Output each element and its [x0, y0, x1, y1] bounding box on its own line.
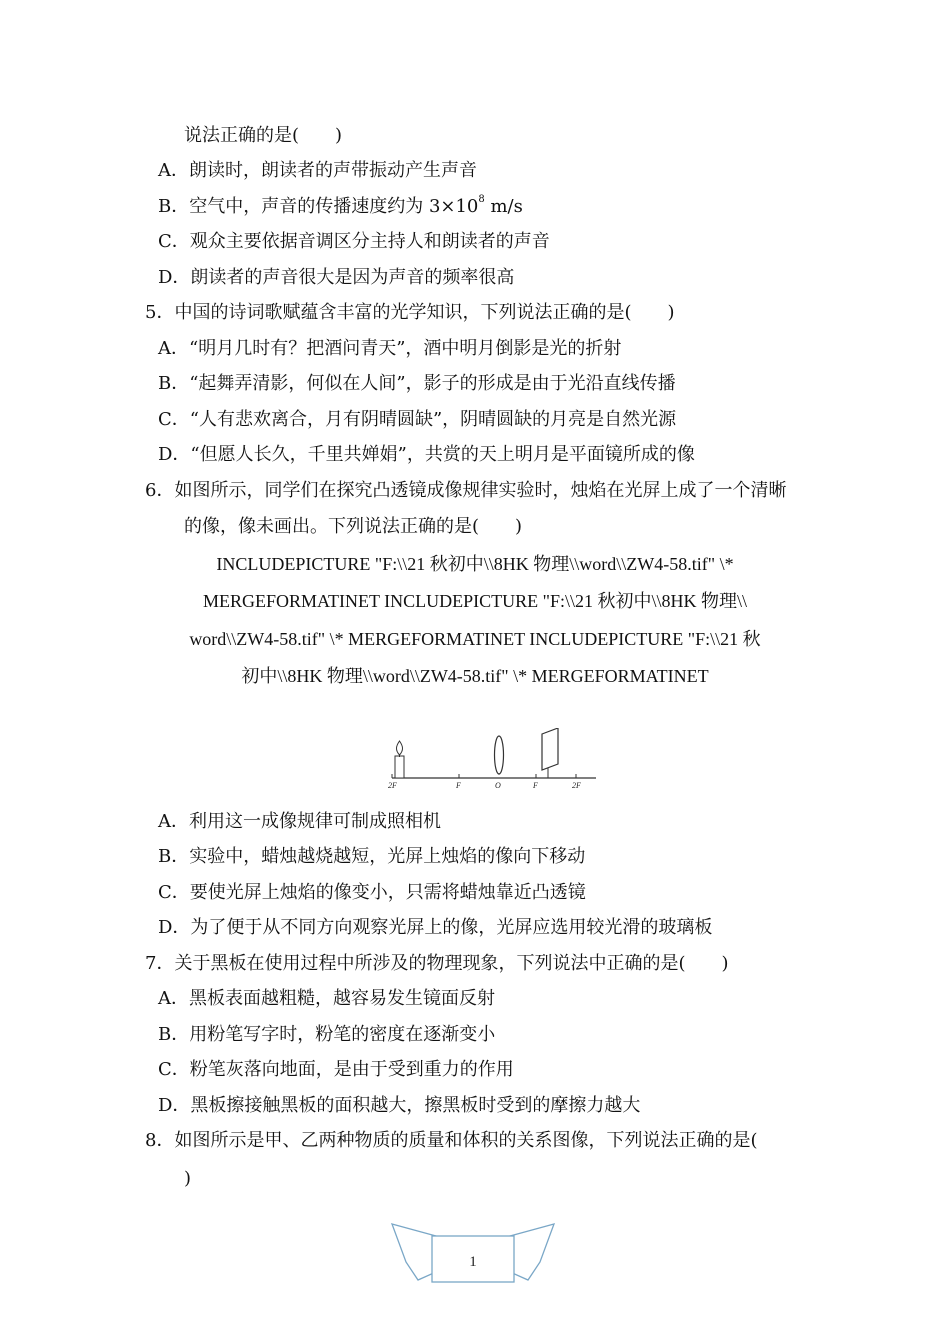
q6-stem-line2: 的像，像未画出。下列说法正确的是( ): [184, 516, 523, 537]
q6-option-b: B．实验中，蜡烛越烧越短，光屏上烛焰的像向下移动: [158, 846, 586, 867]
label-f-right: F: [533, 781, 538, 790]
q8-stem-line2: ): [184, 1168, 192, 1189]
q6-stem-line1: 6．如图所示，同学们在探究凸透镜成像规律实验时，烛焰在光屏上成了一个清晰: [145, 480, 787, 501]
label-o: O: [495, 781, 501, 790]
q5-option-a: A．“明月几时有？把酒问青天”，酒中明月倒影是光的折射: [158, 338, 622, 359]
q6-field-code-4: 初中\\8HK 物理\\word\\ZW4-58.tif" \* MERGEFORMATINET: [241, 666, 709, 686]
q5-stem: 5．中国的诗词歌赋蕴含丰富的光学知识，下列说法正确的是( ): [145, 302, 675, 323]
page-number-ribbon: [390, 1222, 556, 1286]
q5-option-d: D．“但愿人长久，千里共婵娟”，共赏的天上明月是平面镜所成的像: [158, 444, 695, 465]
light-screen-icon: [542, 728, 558, 778]
q7-option-c: C．粉笔灰落向地面，是由于受到重力的作用: [158, 1059, 514, 1080]
q4-option-b: [158, 195, 523, 219]
q6-option-d: D．为了便于从不同方向观察光屏上的像，光屏应选用较光滑的玻璃板: [158, 917, 713, 938]
ribbon-right-tail: [510, 1224, 554, 1280]
q6-option-c: C．要使光屏上烛焰的像变小，只需将蜡烛靠近凸透镜: [158, 882, 586, 903]
q7-option-a: A．黑板表面越粗糙，越容易发生镜面反射: [158, 988, 495, 1009]
label-f-left: F: [456, 781, 461, 790]
q6-field-code-2: MERGEFORMATINET INCLUDEPICTURE "F:\\21 秋初中\\8HK 物理\\: [202, 591, 748, 611]
q4-option-a: A．朗读时，朗读者的声带振动产生声音: [158, 160, 477, 181]
q4-stem-tail: 说法正确的是( ): [184, 125, 343, 146]
q4-option-b-text: B．空气中，声音的传播速度约为 3×10: [158, 196, 479, 217]
q4-option-b-unit: m/s: [484, 196, 523, 217]
q6-field-code-1: INCLUDEPICTURE "F:\\21 秋初中\\8HK 物理\\word\\ZW4-58.tif" \*: [216, 554, 734, 574]
q5-option-b: B．“起舞弄清影，何似在人间”，影子的形成是由于光沿直线传播: [158, 373, 676, 394]
q7-stem: 7．关于黑板在使用过程中所涉及的物理现象，下列说法中正确的是( ): [145, 953, 729, 974]
q8-stem-line1: 8．如图所示是甲、乙两种物质的质量和体积的关系图像，下列说法正确的是(: [145, 1130, 758, 1151]
candle-icon: [395, 741, 404, 778]
q5-option-c: C．“人有悲欢离合，月有阴晴圆缺”，阴晴圆缺的月亮是自然光源: [158, 409, 677, 430]
ribbon-left-tail: [392, 1224, 436, 1280]
page-number: 1: [469, 1254, 477, 1270]
convex-lens-icon: [495, 736, 504, 774]
q6-option-a: A．利用这一成像规律可制成照相机: [158, 811, 441, 832]
q4-option-b-exponent: 8: [478, 194, 485, 205]
label-2f-right: 2F: [572, 781, 581, 790]
q6-field-code-3: word\\ZW4-58.tif" \* MERGEFORMATINET INCLUDEPICTURE "F:\\21 秋: [189, 629, 761, 649]
lens-experiment-diagram: [388, 728, 600, 792]
q7-option-b: B．用粉笔写字时，粉笔的密度在逐渐变小: [158, 1024, 496, 1045]
q4-option-c: C．观众主要依据音调区分主持人和朗读者的声音: [158, 231, 550, 252]
q4-option-d: D．朗读者的声音很大是因为声音的频率很高: [158, 267, 515, 288]
q7-option-d: D．黑板擦接触黑板的面积越大，擦黑板时受到的摩擦力越大: [158, 1095, 641, 1116]
label-2f-left: 2F: [388, 781, 397, 790]
